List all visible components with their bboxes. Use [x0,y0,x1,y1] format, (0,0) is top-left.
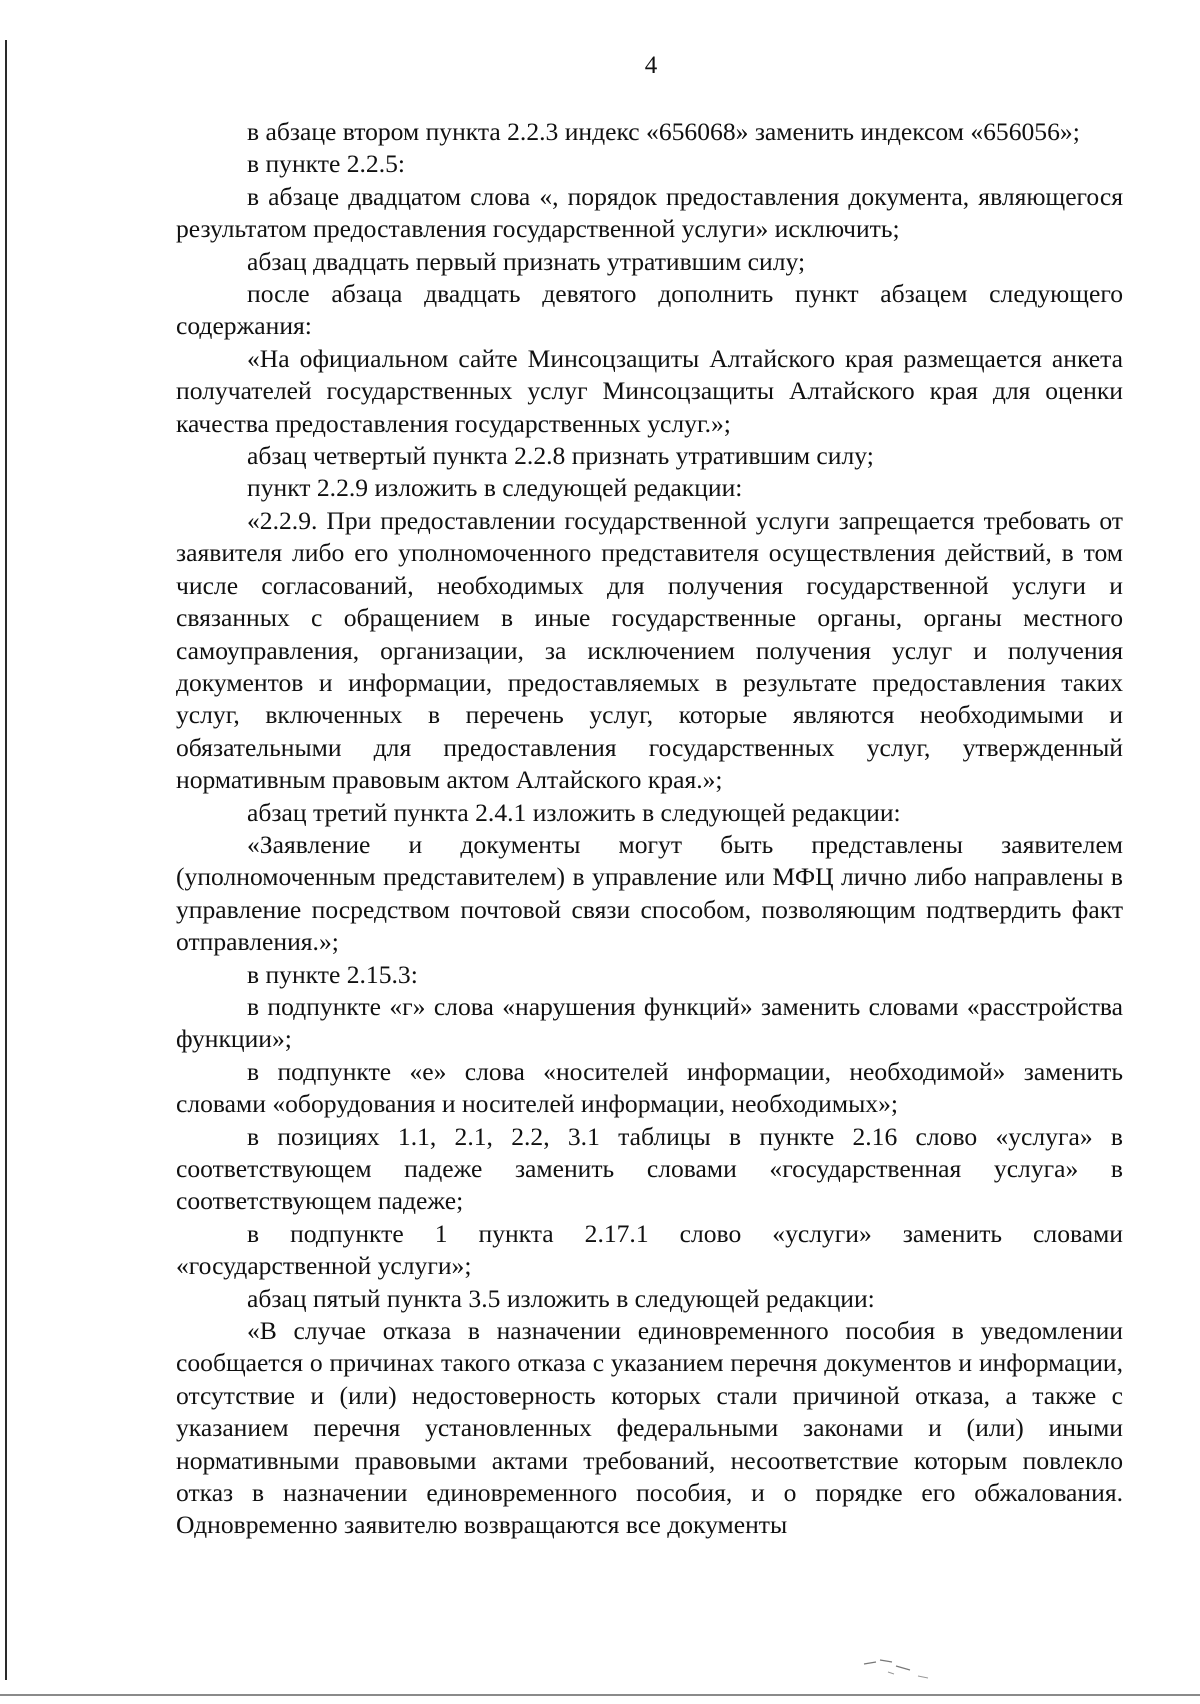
paragraph-2-2-8-void: абзац четвертый пункта 2.2.8 признать утратившим силу; [247,441,874,471]
paragraph-2-17-1: в подпункте 1 пункта 2.17.1 слово «услуги» заменить словами «государственной услуги»; [176,1218,1123,1281]
document-body [176,116,1123,1542]
paragraph-twenty-first-void: абзац двадцать первый признать утратившим силу; [247,246,806,276]
paragraph-subitem-g: в подпункте «г» слова «нарушения функций» заменить словами «расстройства функции»; [176,991,1123,1054]
paragraph-3-5-header: абзац пятый пункта 3.5 изложить в следующей редакции: [247,1283,875,1313]
page-number: 4 [644,52,658,79]
paragraph-3-5-text: «В случае отказа в назначении единовременного пособия в уведомлении сообщается о причинах такого отказа с указанием перечня документов и информации, отсутствие и (или) недостоверность которых стали причиной отказа, а также с указанием перечня установленных федеральными законами и (или) иными нормативными правовыми актами требований, несоответствие которым повлекло отказ в назначении единовременного пособия, и о порядке его обжалования. Одновременно заявителю возвращаются все документы [176,1316,1123,1540]
paragraph-item-2-2-5: в пункте 2.2.5: [247,149,406,179]
paragraph-table-2-16: в позициях 1.1, 2.1, 2.2, 3.1 таблицы в пункте 2.16 слово «услуга» в соответствующем падеже заменить словами «государственная услуга» в соответствующем падеже; [176,1121,1123,1216]
scan-edge-left [5,40,7,1680]
paragraph-2-15-3-header: в пункте 2.15.3: [247,959,418,989]
paragraph-twentieth-abzac: в абзаце двадцатом слова «, порядок предоставления документа, являющегося результатом предоставления государственной услуги» исключить; [176,181,1123,244]
paragraph-2-4-1-text: «Заявление и документы могут быть представлены заявителем (уполномоченным представителем) в управление или МФЦ лично либо направлены в управление посредством почтовой связи способом, позволяющим подтвердить факт отправления.»; [176,829,1123,957]
scan-speck [858,1650,938,1680]
paragraph-2-2-9-text: «2.2.9. При предоставлении государственной услуги запрещается требовать от заявителя либо его уполномоченного представителя осуществления действий, в том числе согласований, необходимых для получения государственной услуги и связанных с обращением в иные государственные органы, органы местного самоуправления, организации, за исключением получения услуг и получения документов и информации, предоставляемых в результате предоставления таких услуг, включенных в перечень услуг, которые являются необходимыми и обязательными для предоставления государственных услуг, утвержденный нормативным правовым актом Алтайского края.»; [176,505,1123,795]
paragraph-2-4-1-header: абзац третий пункта 2.4.1 изложить в следующей редакции: [247,797,901,827]
paragraph-subitem-e: в подпункте «е» слова «носителей информации, необходимой» заменить словами «оборудования и носителей информации, необходимых»; [176,1056,1123,1119]
paragraph-website-survey: «На официальном сайте Минсоцзащиты Алтайского края размещается анкета получателей государственных услуг Минсоцзащиты Алтайского края для оценки качества предоставления государственных услуг.»; [176,343,1123,438]
scan-edge-bottom [0,1694,1200,1696]
paragraph-2-2-9-header: пункт 2.2.9 изложить в следующей редакции: [247,473,743,503]
paragraph-add-after-29: после абзаца двадцать девятого дополнить пункт абзацем следующего содержания: [176,279,1123,341]
paragraph-index-change: в абзаце втором пункта 2.2.3 индекс «656068» заменить индексом «656056»; [247,117,1080,146]
